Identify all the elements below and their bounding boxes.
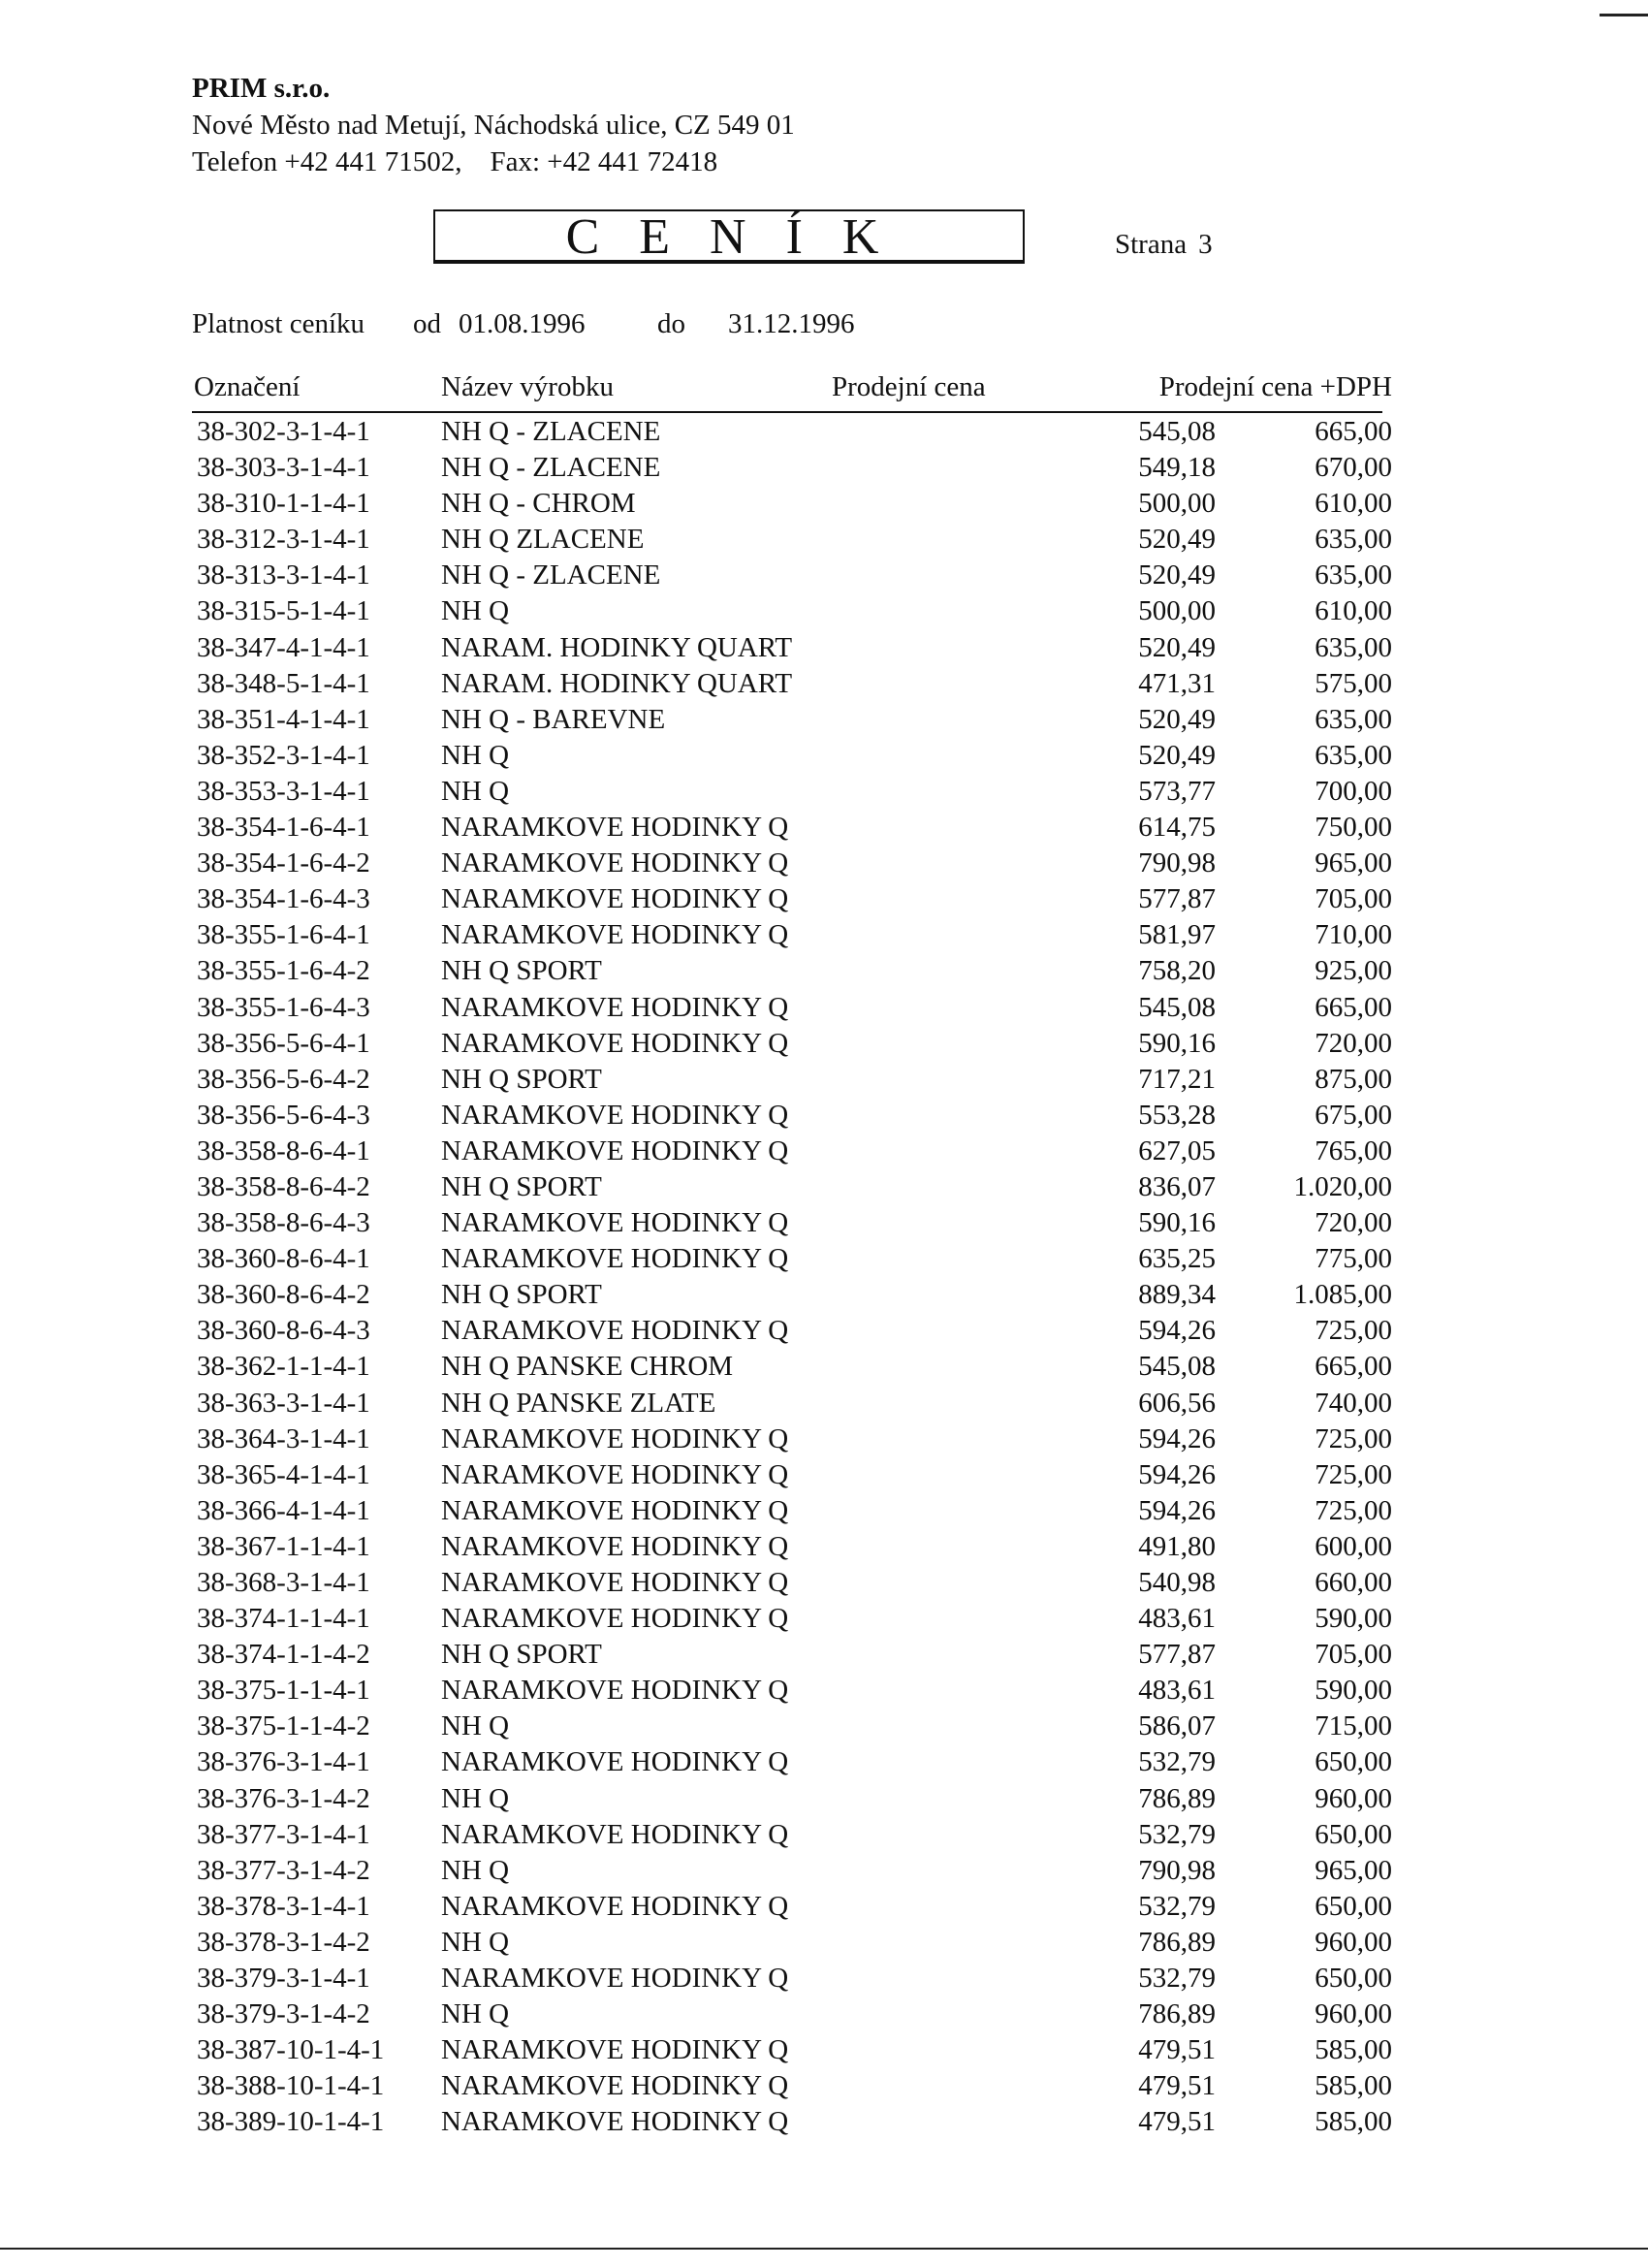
cell-code: 38-310-1-1-4-1 xyxy=(197,488,370,520)
cell-code: 38-360-8-6-4-1 xyxy=(197,1243,370,1275)
cell-name: NH Q xyxy=(441,1782,510,1814)
cell-name: NARAMKOVE HODINKY Q xyxy=(441,1890,789,1922)
cell-price: 790,98 xyxy=(1138,1854,1216,1886)
cell-code: 38-315-5-1-4-1 xyxy=(197,595,370,627)
cell-name: NARAMKOVE HODINKY Q xyxy=(441,1027,789,1059)
table-row xyxy=(192,810,1392,846)
cell-price-vat: 650,00 xyxy=(1315,1963,1392,1995)
cell-code: 38-358-8-6-4-2 xyxy=(197,1170,370,1202)
cell-code: 38-387-10-1-4-1 xyxy=(197,2034,385,2066)
table-row xyxy=(192,953,1392,989)
table-row xyxy=(192,1817,1392,1853)
table-row xyxy=(192,2032,1392,2068)
cell-code: 38-302-3-1-4-1 xyxy=(197,416,370,447)
cell-price: 520,49 xyxy=(1138,631,1216,663)
cell-name: NARAMKOVE HODINKY Q xyxy=(441,1567,789,1598)
cell-name: NH Q SPORT xyxy=(441,1063,602,1095)
cell-price-vat: 720,00 xyxy=(1315,1027,1392,1059)
cell-name: NARAMKOVE HODINKY Q xyxy=(441,1494,789,1526)
table-row xyxy=(192,846,1392,881)
cell-price-vat: 775,00 xyxy=(1315,1243,1392,1275)
table-row xyxy=(192,990,1392,1026)
cell-name: NH Q - ZLACENE xyxy=(441,452,661,484)
cell-price: 606,56 xyxy=(1138,1387,1216,1419)
document-title: C E N Í K xyxy=(433,209,1025,264)
cell-price: 758,20 xyxy=(1138,955,1216,987)
cell-name: NARAMKOVE HODINKY Q xyxy=(441,1818,789,1850)
cell-price: 520,49 xyxy=(1138,524,1216,556)
cell-price-vat: 960,00 xyxy=(1315,1998,1392,2030)
table-row xyxy=(192,1313,1392,1349)
cell-code: 38-365-4-1-4-1 xyxy=(197,1458,370,1490)
cell-code: 38-389-10-1-4-1 xyxy=(197,2106,385,2138)
cell-price-vat: 635,00 xyxy=(1315,631,1392,663)
cell-price-vat: 650,00 xyxy=(1315,1746,1392,1778)
cell-price: 594,26 xyxy=(1138,1458,1216,1490)
cell-price-vat: 715,00 xyxy=(1315,1710,1392,1742)
table-row xyxy=(192,1241,1392,1277)
cell-name: NARAMKOVE HODINKY Q xyxy=(441,1675,789,1707)
table-row xyxy=(192,522,1392,558)
cell-price-vat: 725,00 xyxy=(1315,1315,1392,1347)
cell-price: 594,26 xyxy=(1138,1315,1216,1347)
cell-code: 38-355-1-6-4-3 xyxy=(197,991,370,1023)
table-row xyxy=(192,1961,1392,1996)
cell-price-vat: 705,00 xyxy=(1315,1639,1392,1671)
cell-price: 594,26 xyxy=(1138,1422,1216,1454)
table-row xyxy=(192,486,1392,522)
cell-code: 38-353-3-1-4-1 xyxy=(197,775,370,807)
cell-name: NARAMKOVE HODINKY Q xyxy=(441,1530,789,1562)
header-underline xyxy=(192,411,1382,413)
cell-code: 38-355-1-6-4-1 xyxy=(197,919,370,951)
cell-price: 520,49 xyxy=(1138,703,1216,735)
table-row xyxy=(192,1277,1392,1313)
cell-price-vat: 960,00 xyxy=(1315,1926,1392,1958)
cell-price: 717,21 xyxy=(1138,1063,1216,1095)
cell-price: 573,77 xyxy=(1138,775,1216,807)
cell-name: NH Q xyxy=(441,1710,510,1742)
cell-price-vat: 590,00 xyxy=(1315,1603,1392,1635)
cell-code: 38-313-3-1-4-1 xyxy=(197,559,370,591)
cell-code: 38-312-3-1-4-1 xyxy=(197,524,370,556)
table-header xyxy=(192,371,1392,410)
table-row xyxy=(192,450,1392,486)
cell-code: 38-356-5-6-4-1 xyxy=(197,1027,370,1059)
cell-price-vat: 585,00 xyxy=(1315,2070,1392,2102)
cell-price-vat: 665,00 xyxy=(1315,1351,1392,1383)
cell-price-vat: 610,00 xyxy=(1315,488,1392,520)
table-row xyxy=(192,1349,1392,1385)
bottom-rule xyxy=(0,2248,1648,2250)
cell-code: 38-378-3-1-4-1 xyxy=(197,1890,370,1922)
cell-name: NARAMKOVE HODINKY Q xyxy=(441,1422,789,1454)
cell-price-vat: 635,00 xyxy=(1315,703,1392,735)
cell-code: 38-303-3-1-4-1 xyxy=(197,452,370,484)
cell-price-vat: 700,00 xyxy=(1315,775,1392,807)
cell-name: NARAMKOVE HODINKY Q xyxy=(441,1603,789,1635)
cell-name: NARAMKOVE HODINKY Q xyxy=(441,1458,789,1490)
table-row xyxy=(192,1744,1392,1780)
table-row xyxy=(192,558,1392,593)
table-row xyxy=(192,1601,1392,1637)
cell-price: 586,07 xyxy=(1138,1710,1216,1742)
cell-code: 38-366-4-1-4-1 xyxy=(197,1494,370,1526)
cell-price-vat: 675,00 xyxy=(1315,1099,1392,1131)
cell-price-vat: 585,00 xyxy=(1315,2034,1392,2066)
cell-code: 38-347-4-1-4-1 xyxy=(197,631,370,663)
cell-price-vat: 650,00 xyxy=(1315,1818,1392,1850)
cell-code: 38-354-1-6-4-1 xyxy=(197,812,370,844)
validity-to-date: 31.12.1996 xyxy=(728,308,855,339)
table-row xyxy=(192,1205,1392,1241)
cell-price: 483,61 xyxy=(1138,1603,1216,1635)
cell-price: 635,25 xyxy=(1138,1243,1216,1275)
cell-name: NARAMKOVE HODINKY Q xyxy=(441,919,789,951)
cell-price-vat: 750,00 xyxy=(1315,812,1392,844)
page-label: Strana xyxy=(1115,229,1188,260)
table-row xyxy=(192,414,1392,450)
cell-price-vat: 635,00 xyxy=(1315,739,1392,771)
cell-price-vat: 635,00 xyxy=(1315,524,1392,556)
cell-name: NARAMKOVE HODINKY Q xyxy=(441,2034,789,2066)
cell-price-vat: 1.085,00 xyxy=(1293,1279,1392,1311)
table-row xyxy=(192,1673,1392,1709)
cell-code: 38-377-3-1-4-1 xyxy=(197,1818,370,1850)
cell-price: 786,89 xyxy=(1138,1998,1216,2030)
cell-price: 545,08 xyxy=(1138,1351,1216,1383)
table-row xyxy=(192,1996,1392,2032)
table-row xyxy=(192,2104,1392,2140)
cell-code: 38-348-5-1-4-1 xyxy=(197,667,370,699)
cell-price: 500,00 xyxy=(1138,595,1216,627)
cell-price: 479,51 xyxy=(1138,2106,1216,2138)
cell-name: NARAMKOVE HODINKY Q xyxy=(441,1243,789,1275)
cell-code: 38-376-3-1-4-1 xyxy=(197,1746,370,1778)
cell-price-vat: 600,00 xyxy=(1315,1530,1392,1562)
table-row xyxy=(192,738,1392,774)
cell-name: NH Q PANSKE CHROM xyxy=(441,1351,734,1383)
cell-price: 786,89 xyxy=(1138,1926,1216,1958)
table-row xyxy=(192,702,1392,738)
table-row xyxy=(192,774,1392,810)
cell-code: 38-352-3-1-4-1 xyxy=(197,739,370,771)
cell-price: 479,51 xyxy=(1138,2034,1216,2066)
cell-price-vat: 965,00 xyxy=(1315,847,1392,879)
cell-price: 532,79 xyxy=(1138,1963,1216,1995)
table-row xyxy=(192,1134,1392,1169)
cell-code: 38-354-1-6-4-2 xyxy=(197,847,370,879)
cell-price-vat: 585,00 xyxy=(1315,2106,1392,2138)
validity-from-label: od xyxy=(413,308,441,339)
cell-name: NH Q - ZLACENE xyxy=(441,416,661,447)
cell-price: 614,75 xyxy=(1138,812,1216,844)
table-row xyxy=(192,630,1392,666)
cell-price-vat: 1.020,00 xyxy=(1293,1170,1392,1202)
company-address: Nové Město nad Metují, Náchodská ulice, CZ 549 01 xyxy=(192,110,795,141)
cell-name: NARAMKOVE HODINKY Q xyxy=(441,2070,789,2102)
cell-price-vat: 740,00 xyxy=(1315,1387,1392,1419)
cell-name: NH Q - BAREVNE xyxy=(441,703,666,735)
cell-code: 38-379-3-1-4-1 xyxy=(197,1963,370,1995)
cell-price: 590,16 xyxy=(1138,1207,1216,1239)
cell-price: 545,08 xyxy=(1138,416,1216,447)
header-code: Označení xyxy=(194,371,301,402)
cell-name: NARAMKOVE HODINKY Q xyxy=(441,1099,789,1131)
cell-code: 38-362-1-1-4-1 xyxy=(197,1351,370,1383)
cell-code: 38-375-1-1-4-2 xyxy=(197,1710,370,1742)
table-row xyxy=(192,1853,1392,1889)
cell-price-vat: 925,00 xyxy=(1315,955,1392,987)
cell-code: 38-377-3-1-4-2 xyxy=(197,1854,370,1886)
validity-from-date: 01.08.1996 xyxy=(459,308,586,339)
cell-price: 790,98 xyxy=(1138,847,1216,879)
cell-price-vat: 665,00 xyxy=(1315,416,1392,447)
cell-name: NH Q SPORT xyxy=(441,1279,602,1311)
cell-code: 38-356-5-6-4-2 xyxy=(197,1063,370,1095)
cell-price: 491,80 xyxy=(1138,1530,1216,1562)
cell-name: NARAMKOVE HODINKY Q xyxy=(441,1963,789,1995)
company-header xyxy=(192,70,795,180)
table-row xyxy=(192,666,1392,702)
cell-name: NH Q xyxy=(441,1854,510,1886)
cell-name: NH Q xyxy=(441,595,510,627)
table-row xyxy=(192,1457,1392,1493)
cell-code: 38-358-8-6-4-1 xyxy=(197,1134,370,1166)
cell-price: 520,49 xyxy=(1138,739,1216,771)
cell-code: 38-354-1-6-4-3 xyxy=(197,883,370,915)
header-name: Název výrobku xyxy=(441,371,614,402)
cell-name: NH Q PANSKE ZLATE xyxy=(441,1387,716,1419)
cell-code: 38-360-8-6-4-3 xyxy=(197,1315,370,1347)
cell-price: 532,79 xyxy=(1138,1890,1216,1922)
page-number: 3 xyxy=(1198,229,1213,260)
cell-price: 500,00 xyxy=(1138,488,1216,520)
cell-code: 38-358-8-6-4-3 xyxy=(197,1207,370,1239)
cell-price: 553,28 xyxy=(1138,1099,1216,1131)
cell-price-vat: 660,00 xyxy=(1315,1567,1392,1598)
table-row xyxy=(192,1062,1392,1098)
cell-price: 532,79 xyxy=(1138,1746,1216,1778)
cell-name: NH Q xyxy=(441,775,510,807)
company-phone-fax: Telefon +42 441 71502, Fax: +42 441 72418 xyxy=(192,146,718,177)
cell-name: NARAMKOVE HODINKY Q xyxy=(441,883,789,915)
cell-name: NARAMKOVE HODINKY Q xyxy=(441,1746,789,1778)
table-row xyxy=(192,917,1392,953)
cell-name: NARAMKOVE HODINKY Q xyxy=(441,2106,789,2138)
cell-code: 38-368-3-1-4-1 xyxy=(197,1567,370,1598)
table-row xyxy=(192,1026,1392,1062)
cell-price: 532,79 xyxy=(1138,1818,1216,1850)
cell-code: 38-360-8-6-4-2 xyxy=(197,1279,370,1311)
cell-price: 836,07 xyxy=(1138,1170,1216,1202)
cell-price: 549,18 xyxy=(1138,452,1216,484)
cell-code: 38-367-1-1-4-1 xyxy=(197,1530,370,1562)
header-price: Prodejní cena xyxy=(832,371,986,402)
price-table-body xyxy=(192,414,1392,2141)
cell-price: 581,97 xyxy=(1138,919,1216,951)
cell-code: 38-364-3-1-4-1 xyxy=(197,1422,370,1454)
cell-price-vat: 590,00 xyxy=(1315,1675,1392,1707)
cell-name: NH Q xyxy=(441,1926,510,1958)
cell-name: NARAM. HODINKY QUART xyxy=(441,631,793,663)
cell-price-vat: 705,00 xyxy=(1315,883,1392,915)
cell-price: 471,31 xyxy=(1138,667,1216,699)
cell-code: 38-388-10-1-4-1 xyxy=(197,2070,385,2102)
cell-code: 38-375-1-1-4-1 xyxy=(197,1675,370,1707)
cell-name: NH Q - CHROM xyxy=(441,488,636,520)
table-row xyxy=(192,1781,1392,1817)
table-row xyxy=(192,1169,1392,1205)
cell-price-vat: 650,00 xyxy=(1315,1890,1392,1922)
cell-name: NARAMKOVE HODINKY Q xyxy=(441,1315,789,1347)
cell-price: 577,87 xyxy=(1138,1639,1216,1671)
cell-price: 545,08 xyxy=(1138,991,1216,1023)
cell-code: 38-356-5-6-4-3 xyxy=(197,1099,370,1131)
cell-name: NH Q SPORT xyxy=(441,1639,602,1671)
cell-code: 38-376-3-1-4-2 xyxy=(197,1782,370,1814)
table-row xyxy=(192,1709,1392,1744)
cell-name: NH Q ZLACENE xyxy=(441,524,645,556)
cell-price-vat: 960,00 xyxy=(1315,1782,1392,1814)
cell-name: NARAMKOVE HODINKY Q xyxy=(441,1207,789,1239)
header-price-vat: Prodejní cena +DPH xyxy=(1158,371,1392,402)
cell-code: 38-374-1-1-4-1 xyxy=(197,1603,370,1635)
cell-price-vat: 725,00 xyxy=(1315,1494,1392,1526)
cell-code: 38-379-3-1-4-2 xyxy=(197,1998,370,2030)
cell-name: NH Q xyxy=(441,1998,510,2030)
cell-price-vat: 665,00 xyxy=(1315,991,1392,1023)
cell-name: NH Q SPORT xyxy=(441,955,602,987)
cell-name: NH Q - ZLACENE xyxy=(441,559,661,591)
cell-price-vat: 875,00 xyxy=(1315,1063,1392,1095)
cell-name: NARAMKOVE HODINKY Q xyxy=(441,1134,789,1166)
cell-code: 38-374-1-1-4-2 xyxy=(197,1639,370,1671)
cell-price-vat: 710,00 xyxy=(1315,919,1392,951)
cell-price-vat: 670,00 xyxy=(1315,452,1392,484)
cell-price-vat: 720,00 xyxy=(1315,1207,1392,1239)
table-row xyxy=(192,1529,1392,1565)
cell-price-vat: 635,00 xyxy=(1315,559,1392,591)
table-row xyxy=(192,1098,1392,1134)
cell-price: 479,51 xyxy=(1138,2070,1216,2102)
scan-edge-mark xyxy=(1600,14,1648,16)
cell-price-vat: 610,00 xyxy=(1315,595,1392,627)
cell-code: 38-351-4-1-4-1 xyxy=(197,703,370,735)
cell-price-vat: 965,00 xyxy=(1315,1854,1392,1886)
cell-price: 577,87 xyxy=(1138,883,1216,915)
cell-price: 627,05 xyxy=(1138,1134,1216,1166)
table-row xyxy=(192,881,1392,917)
validity-label: Platnost ceníku xyxy=(192,308,365,339)
cell-price: 889,34 xyxy=(1138,1279,1216,1311)
cell-name: NH Q xyxy=(441,739,510,771)
table-row xyxy=(192,1493,1392,1529)
table-row xyxy=(192,1386,1392,1421)
cell-price: 520,49 xyxy=(1138,559,1216,591)
cell-name: NARAMKOVE HODINKY Q xyxy=(441,847,789,879)
table-row xyxy=(192,1925,1392,1961)
cell-price: 786,89 xyxy=(1138,1782,1216,1814)
table-row xyxy=(192,1421,1392,1457)
table-row xyxy=(192,1637,1392,1673)
cell-price: 540,98 xyxy=(1138,1567,1216,1598)
cell-name: NARAMKOVE HODINKY Q xyxy=(441,812,789,844)
cell-price: 590,16 xyxy=(1138,1027,1216,1059)
table-row xyxy=(192,1565,1392,1601)
cell-price: 483,61 xyxy=(1138,1675,1216,1707)
cell-price-vat: 765,00 xyxy=(1315,1134,1392,1166)
validity-to-label: do xyxy=(657,308,685,339)
cell-code: 38-378-3-1-4-2 xyxy=(197,1926,370,1958)
cell-price-vat: 725,00 xyxy=(1315,1422,1392,1454)
table-row xyxy=(192,2068,1392,2104)
cell-price-vat: 725,00 xyxy=(1315,1458,1392,1490)
cell-name: NARAMKOVE HODINKY Q xyxy=(441,991,789,1023)
cell-code: 38-355-1-6-4-2 xyxy=(197,955,370,987)
cell-name: NH Q SPORT xyxy=(441,1170,602,1202)
cell-price-vat: 575,00 xyxy=(1315,667,1392,699)
table-row xyxy=(192,593,1392,629)
page-indicator xyxy=(1115,229,1213,261)
company-name: PRIM s.r.o. xyxy=(192,73,331,104)
cell-price: 594,26 xyxy=(1138,1494,1216,1526)
cell-code: 38-363-3-1-4-1 xyxy=(197,1387,370,1419)
table-row xyxy=(192,1889,1392,1925)
cell-name: NARAM. HODINKY QUART xyxy=(441,667,793,699)
